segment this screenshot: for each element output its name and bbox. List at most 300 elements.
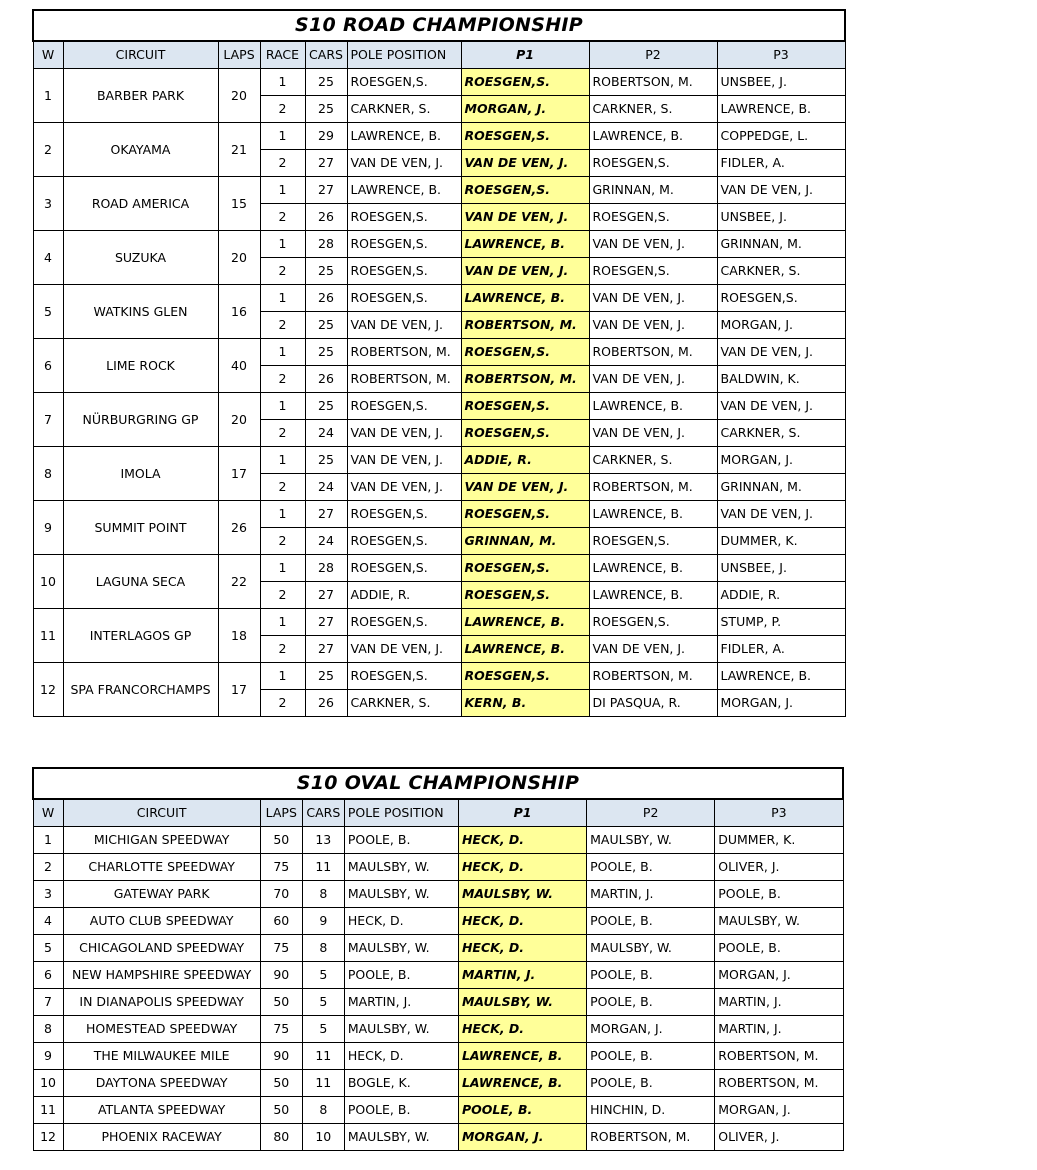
cars-cell: 13 xyxy=(302,827,344,854)
pole-cell: CARKNER, S. xyxy=(347,96,461,123)
laps-cell: 40 xyxy=(218,339,260,393)
pole-cell: ROESGEN,S. xyxy=(347,69,461,96)
p2-cell: CARKNER, S. xyxy=(589,447,717,474)
circuit-cell: LAGUNA SECA xyxy=(63,555,218,609)
p1-cell: HECK, D. xyxy=(458,935,586,962)
table-row xyxy=(33,555,845,582)
pole-cell: VAN DE VEN, J. xyxy=(347,312,461,339)
table-row xyxy=(33,285,845,312)
p3-cell: VAN DE VEN, J. xyxy=(717,339,845,366)
p3-cell: ROBERTSON, M. xyxy=(715,1070,843,1097)
laps-cell: 26 xyxy=(218,501,260,555)
table-row xyxy=(33,231,845,258)
p1-cell: ADDIE, R. xyxy=(461,447,589,474)
pole-cell: ROESGEN,S. xyxy=(347,501,461,528)
p1-cell: LAWRENCE, B. xyxy=(458,1070,586,1097)
cars-cell: 25 xyxy=(305,312,347,339)
circuit-cell: HOMESTEAD SPEEDWAY xyxy=(63,1016,260,1043)
laps-cell: 20 xyxy=(218,393,260,447)
p2-cell: LAWRENCE, B. xyxy=(589,393,717,420)
table-row xyxy=(33,69,845,96)
pole-cell: VAN DE VEN, J. xyxy=(347,447,461,474)
week-cell: 12 xyxy=(33,663,63,717)
cars-cell: 25 xyxy=(305,96,347,123)
cars-cell: 11 xyxy=(302,1043,344,1070)
p1-cell: VAN DE VEN, J. xyxy=(461,258,589,285)
p1-cell: VAN DE VEN, J. xyxy=(461,204,589,231)
pole-cell: ROESGEN,S. xyxy=(347,609,461,636)
p3-cell: UNSBEE, J. xyxy=(717,555,845,582)
p2-cell: LAWRENCE, B. xyxy=(589,582,717,609)
week-cell: 10 xyxy=(33,555,63,609)
cars-cell: 9 xyxy=(302,908,344,935)
circuit-cell: CHICAGOLAND SPEEDWAY xyxy=(63,935,260,962)
p3-cell: ADDIE, R. xyxy=(717,582,845,609)
p3-cell: MORGAN, J. xyxy=(717,447,845,474)
cars-cell: 26 xyxy=(305,285,347,312)
p1-cell: KERN, B. xyxy=(461,690,589,717)
pole-cell: MAULSBY, W. xyxy=(344,935,458,962)
circuit-cell: DAYTONA SPEEDWAY xyxy=(63,1070,260,1097)
p2-cell: GRINNAN, M. xyxy=(589,177,717,204)
header-p3: P3 xyxy=(717,41,845,69)
week-cell: 7 xyxy=(33,393,63,447)
cars-cell: 8 xyxy=(302,881,344,908)
pole-cell: ROESGEN,S. xyxy=(347,204,461,231)
laps-cell: 50 xyxy=(260,827,302,854)
p2-cell: MORGAN, J. xyxy=(587,1016,715,1043)
p2-cell: VAN DE VEN, J. xyxy=(589,636,717,663)
week-cell: 5 xyxy=(33,285,63,339)
cars-cell: 29 xyxy=(305,123,347,150)
p3-cell: UNSBEE, J. xyxy=(717,204,845,231)
p1-cell: VAN DE VEN, J. xyxy=(461,150,589,177)
pole-cell: MAULSBY, W. xyxy=(344,1016,458,1043)
header-w: W xyxy=(33,799,63,827)
cars-cell: 27 xyxy=(305,501,347,528)
p3-cell: UNSBEE, J. xyxy=(717,69,845,96)
p1-cell: ROBERTSON, M. xyxy=(461,366,589,393)
pole-cell: LAWRENCE, B. xyxy=(347,123,461,150)
pole-cell: CARKNER, S. xyxy=(347,690,461,717)
week-cell: 10 xyxy=(33,1070,63,1097)
p2-cell: ROBERTSON, M. xyxy=(589,474,717,501)
p2-cell: ROBERTSON, M. xyxy=(589,339,717,366)
cars-cell: 5 xyxy=(302,989,344,1016)
p3-cell: OLIVER, J. xyxy=(715,854,843,881)
cars-cell: 26 xyxy=(305,366,347,393)
week-cell: 5 xyxy=(33,935,63,962)
circuit-cell: WATKINS GLEN xyxy=(63,285,218,339)
pole-cell: ROBERTSON, M. xyxy=(347,339,461,366)
laps-cell: 20 xyxy=(218,231,260,285)
table-row xyxy=(33,908,843,935)
p3-cell: CARKNER, S. xyxy=(717,420,845,447)
header-race: RACE xyxy=(260,41,305,69)
table-row xyxy=(33,827,843,854)
race-cell: 2 xyxy=(260,474,305,501)
p1-cell: LAWRENCE, B. xyxy=(461,609,589,636)
p2-cell: ROBERTSON, M. xyxy=(589,69,717,96)
p3-cell: CARKNER, S. xyxy=(717,258,845,285)
table-row xyxy=(33,501,845,528)
p1-cell: MAULSBY, W. xyxy=(458,989,586,1016)
road-header-row xyxy=(33,41,845,69)
p3-cell: MAULSBY, W. xyxy=(715,908,843,935)
p2-cell: POOLE, B. xyxy=(587,854,715,881)
p2-cell: VAN DE VEN, J. xyxy=(589,420,717,447)
p1-cell: ROESGEN,S. xyxy=(461,69,589,96)
p1-cell: HECK, D. xyxy=(458,908,586,935)
p2-cell: MAULSBY, W. xyxy=(587,935,715,962)
pole-cell: ROESGEN,S. xyxy=(347,528,461,555)
p2-cell: HINCHIN, D. xyxy=(587,1097,715,1124)
week-cell: 3 xyxy=(33,881,63,908)
header-cars: CARS xyxy=(302,799,344,827)
table-row xyxy=(33,989,843,1016)
week-cell: 4 xyxy=(33,908,63,935)
cars-cell: 26 xyxy=(305,690,347,717)
p2-cell: LAWRENCE, B. xyxy=(589,555,717,582)
race-cell: 2 xyxy=(260,150,305,177)
laps-cell: 20 xyxy=(218,69,260,123)
p2-cell: ROESGEN,S. xyxy=(589,609,717,636)
laps-cell: 75 xyxy=(260,1016,302,1043)
p2-cell: MARTIN, J. xyxy=(587,881,715,908)
week-cell: 9 xyxy=(33,501,63,555)
circuit-cell: BARBER PARK xyxy=(63,69,218,123)
p1-cell: HECK, D. xyxy=(458,854,586,881)
laps-cell: 17 xyxy=(218,447,260,501)
laps-cell: 90 xyxy=(260,1043,302,1070)
cars-cell: 25 xyxy=(305,393,347,420)
p1-cell: ROESGEN,S. xyxy=(461,582,589,609)
p2-cell: POOLE, B. xyxy=(587,1070,715,1097)
table-row xyxy=(33,1043,843,1070)
pole-cell: MAULSBY, W. xyxy=(344,1124,458,1151)
p2-cell: CARKNER, S. xyxy=(589,96,717,123)
p3-cell: MARTIN, J. xyxy=(715,989,843,1016)
p2-cell: ROESGEN,S. xyxy=(589,204,717,231)
race-cell: 1 xyxy=(260,231,305,258)
p3-cell: VAN DE VEN, J. xyxy=(717,501,845,528)
week-cell: 12 xyxy=(33,1124,63,1151)
race-cell: 1 xyxy=(260,501,305,528)
race-cell: 1 xyxy=(260,663,305,690)
table-row xyxy=(33,854,843,881)
circuit-cell: THE MILWAUKEE MILE xyxy=(63,1043,260,1070)
p3-cell: MARTIN, J. xyxy=(715,1016,843,1043)
p2-cell: POOLE, B. xyxy=(587,989,715,1016)
p2-cell: LAWRENCE, B. xyxy=(589,123,717,150)
oval-header-row xyxy=(33,799,843,827)
circuit-cell: NÜRBURGRING GP xyxy=(63,393,218,447)
race-cell: 1 xyxy=(260,555,305,582)
pole-cell: ROBERTSON, M. xyxy=(347,366,461,393)
table-row xyxy=(33,663,845,690)
cars-cell: 8 xyxy=(302,935,344,962)
p1-cell: LAWRENCE, B. xyxy=(461,636,589,663)
race-cell: 1 xyxy=(260,609,305,636)
p1-cell: VAN DE VEN, J. xyxy=(461,474,589,501)
laps-cell: 15 xyxy=(218,177,260,231)
cars-cell: 27 xyxy=(305,582,347,609)
p2-cell: DI PASQUA, R. xyxy=(589,690,717,717)
p3-cell: ROBERTSON, M. xyxy=(715,1043,843,1070)
p1-cell: ROESGEN,S. xyxy=(461,555,589,582)
p1-cell: ROESGEN,S. xyxy=(461,393,589,420)
header-cars: CARS xyxy=(305,41,347,69)
p1-cell: ROESGEN,S. xyxy=(461,501,589,528)
header-p2: P2 xyxy=(587,799,715,827)
cars-cell: 27 xyxy=(305,177,347,204)
p1-cell: LAWRENCE, B. xyxy=(461,231,589,258)
race-cell: 1 xyxy=(260,177,305,204)
week-cell: 7 xyxy=(33,989,63,1016)
pole-cell: ADDIE, R. xyxy=(347,582,461,609)
circuit-cell: CHARLOTTE SPEEDWAY xyxy=(63,854,260,881)
table-row xyxy=(33,609,845,636)
header-circuit: CIRCUIT xyxy=(63,799,260,827)
circuit-cell: LIME ROCK xyxy=(63,339,218,393)
circuit-cell: IN DIANAPOLIS SPEEDWAY xyxy=(63,989,260,1016)
table-row xyxy=(33,447,845,474)
laps-cell: 75 xyxy=(260,935,302,962)
p3-cell: LAWRENCE, B. xyxy=(717,96,845,123)
table-row xyxy=(33,393,845,420)
week-cell: 2 xyxy=(33,854,63,881)
p3-cell: MORGAN, J. xyxy=(715,962,843,989)
week-cell: 11 xyxy=(33,1097,63,1124)
week-cell: 1 xyxy=(33,69,63,123)
laps-cell: 70 xyxy=(260,881,302,908)
week-cell: 9 xyxy=(33,1043,63,1070)
race-cell: 1 xyxy=(260,285,305,312)
pole-cell: ROESGEN,S. xyxy=(347,663,461,690)
race-cell: 2 xyxy=(260,258,305,285)
p2-cell: ROESGEN,S. xyxy=(589,528,717,555)
circuit-cell: OKAYAMA xyxy=(63,123,218,177)
p3-cell: COPPEDGE, L. xyxy=(717,123,845,150)
p3-cell: STUMP, P. xyxy=(717,609,845,636)
week-cell: 6 xyxy=(33,962,63,989)
laps-cell: 17 xyxy=(218,663,260,717)
laps-cell: 50 xyxy=(260,989,302,1016)
p3-cell: DUMMER, K. xyxy=(715,827,843,854)
cars-cell: 11 xyxy=(302,854,344,881)
pole-cell: POOLE, B. xyxy=(344,1097,458,1124)
p1-cell: ROESGEN,S. xyxy=(461,123,589,150)
race-cell: 1 xyxy=(260,339,305,366)
circuit-cell: NEW HAMPSHIRE SPEEDWAY xyxy=(63,962,260,989)
table-row xyxy=(33,935,843,962)
p2-cell: MAULSBY, W. xyxy=(587,827,715,854)
race-cell: 2 xyxy=(260,96,305,123)
p3-cell: OLIVER, J. xyxy=(715,1124,843,1151)
p2-cell: ROBERTSON, M. xyxy=(589,663,717,690)
week-cell: 11 xyxy=(33,609,63,663)
p1-cell: ROESGEN,S. xyxy=(461,177,589,204)
p2-cell: VAN DE VEN, J. xyxy=(589,285,717,312)
pole-cell: ROESGEN,S. xyxy=(347,285,461,312)
table-row xyxy=(33,1016,843,1043)
cars-cell: 28 xyxy=(305,555,347,582)
race-cell: 2 xyxy=(260,636,305,663)
header-p1: P1 xyxy=(458,799,586,827)
p2-cell: POOLE, B. xyxy=(587,962,715,989)
header-w: W xyxy=(33,41,63,69)
p3-cell: ROESGEN,S. xyxy=(717,285,845,312)
circuit-cell: PHOENIX RACEWAY xyxy=(63,1124,260,1151)
table-row xyxy=(33,1124,843,1151)
road-table-body xyxy=(33,69,845,717)
p1-cell: ROESGEN,S. xyxy=(461,339,589,366)
p2-cell: VAN DE VEN, J. xyxy=(589,366,717,393)
pole-cell: VAN DE VEN, J. xyxy=(347,150,461,177)
race-cell: 1 xyxy=(260,447,305,474)
race-cell: 2 xyxy=(260,366,305,393)
race-cell: 2 xyxy=(260,312,305,339)
road-championship-table xyxy=(32,9,846,717)
cars-cell: 28 xyxy=(305,231,347,258)
p3-cell: MORGAN, J. xyxy=(717,312,845,339)
week-cell: 6 xyxy=(33,339,63,393)
pole-cell: HECK, D. xyxy=(344,908,458,935)
pole-cell: MAULSBY, W. xyxy=(344,854,458,881)
week-cell: 4 xyxy=(33,231,63,285)
race-cell: 2 xyxy=(260,204,305,231)
pole-cell: MARTIN, J. xyxy=(344,989,458,1016)
pole-cell: LAWRENCE, B. xyxy=(347,177,461,204)
race-cell: 2 xyxy=(260,420,305,447)
cars-cell: 25 xyxy=(305,69,347,96)
circuit-cell: AUTO CLUB SPEEDWAY xyxy=(63,908,260,935)
week-cell: 1 xyxy=(33,827,63,854)
p3-cell: GRINNAN, M. xyxy=(717,231,845,258)
header-p1: P1 xyxy=(461,41,589,69)
pole-cell: BOGLE, K. xyxy=(344,1070,458,1097)
p1-cell: ROESGEN,S. xyxy=(461,420,589,447)
race-cell: 1 xyxy=(260,69,305,96)
pole-cell: ROESGEN,S. xyxy=(347,555,461,582)
p1-cell: ROBERTSON, M. xyxy=(461,312,589,339)
p1-cell: LAWRENCE, B. xyxy=(461,285,589,312)
p2-cell: ROESGEN,S. xyxy=(589,258,717,285)
header-pole: POLE POSITION xyxy=(344,799,458,827)
pole-cell: MAULSBY, W. xyxy=(344,881,458,908)
cars-cell: 25 xyxy=(305,663,347,690)
header-laps: LAPS xyxy=(218,41,260,69)
circuit-cell: ROAD AMERICA xyxy=(63,177,218,231)
header-p2: P2 xyxy=(589,41,717,69)
pole-cell: VAN DE VEN, J. xyxy=(347,420,461,447)
race-cell: 2 xyxy=(260,528,305,555)
oval-championship-table xyxy=(32,767,844,1151)
p3-cell: VAN DE VEN, J. xyxy=(717,177,845,204)
cars-cell: 24 xyxy=(305,528,347,555)
laps-cell: 50 xyxy=(260,1097,302,1124)
p3-cell: BALDWIN, K. xyxy=(717,366,845,393)
week-cell: 2 xyxy=(33,123,63,177)
cars-cell: 24 xyxy=(305,420,347,447)
p2-cell: ROBERTSON, M. xyxy=(587,1124,715,1151)
laps-cell: 50 xyxy=(260,1070,302,1097)
laps-cell: 22 xyxy=(218,555,260,609)
race-cell: 1 xyxy=(260,393,305,420)
header-p3: P3 xyxy=(715,799,843,827)
oval-table-body xyxy=(33,827,843,1151)
table-row xyxy=(33,1097,843,1124)
cars-cell: 25 xyxy=(305,339,347,366)
circuit-cell: ATLANTA SPEEDWAY xyxy=(63,1097,260,1124)
p1-cell: HECK, D. xyxy=(458,1016,586,1043)
p1-cell: GRINNAN, M. xyxy=(461,528,589,555)
header-pole: POLE POSITION xyxy=(347,41,461,69)
p2-cell: ROESGEN,S. xyxy=(589,150,717,177)
header-laps: LAPS xyxy=(260,799,302,827)
p2-cell: LAWRENCE, B. xyxy=(589,501,717,528)
cars-cell: 5 xyxy=(302,1016,344,1043)
p3-cell: FIDLER, A. xyxy=(717,636,845,663)
laps-cell: 60 xyxy=(260,908,302,935)
pole-cell: VAN DE VEN, J. xyxy=(347,474,461,501)
cars-cell: 27 xyxy=(305,609,347,636)
p1-cell: MORGAN, J. xyxy=(461,96,589,123)
p3-cell: GRINNAN, M. xyxy=(717,474,845,501)
circuit-cell: SUZUKA xyxy=(63,231,218,285)
cars-cell: 5 xyxy=(302,962,344,989)
laps-cell: 21 xyxy=(218,123,260,177)
p3-cell: VAN DE VEN, J. xyxy=(717,393,845,420)
laps-cell: 75 xyxy=(260,854,302,881)
week-cell: 3 xyxy=(33,177,63,231)
p3-cell: LAWRENCE, B. xyxy=(717,663,845,690)
cars-cell: 10 xyxy=(302,1124,344,1151)
p1-cell: ROESGEN,S. xyxy=(461,663,589,690)
pole-cell: VAN DE VEN, J. xyxy=(347,636,461,663)
p1-cell: HECK, D. xyxy=(458,827,586,854)
p3-cell: FIDLER, A. xyxy=(717,150,845,177)
table-row xyxy=(33,1070,843,1097)
laps-cell: 16 xyxy=(218,285,260,339)
circuit-cell: SUMMIT POINT xyxy=(63,501,218,555)
race-cell: 2 xyxy=(260,582,305,609)
race-cell: 1 xyxy=(260,123,305,150)
p3-cell: MORGAN, J. xyxy=(717,690,845,717)
p3-cell: POOLE, B. xyxy=(715,881,843,908)
cars-cell: 25 xyxy=(305,258,347,285)
pole-cell: ROESGEN,S. xyxy=(347,393,461,420)
circuit-cell: GATEWAY PARK xyxy=(63,881,260,908)
cars-cell: 27 xyxy=(305,636,347,663)
table-row xyxy=(33,177,845,204)
p2-cell: VAN DE VEN, J. xyxy=(589,312,717,339)
p1-cell: LAWRENCE, B. xyxy=(458,1043,586,1070)
p1-cell: MAULSBY, W. xyxy=(458,881,586,908)
cars-cell: 11 xyxy=(302,1070,344,1097)
road-title: S10 ROAD CHAMPIONSHIP xyxy=(33,10,845,41)
circuit-cell: INTERLAGOS GP xyxy=(63,609,218,663)
p3-cell: MORGAN, J. xyxy=(715,1097,843,1124)
cars-cell: 8 xyxy=(302,1097,344,1124)
cars-cell: 26 xyxy=(305,204,347,231)
pole-cell: ROESGEN,S. xyxy=(347,258,461,285)
p3-cell: POOLE, B. xyxy=(715,935,843,962)
circuit-cell: MICHIGAN SPEEDWAY xyxy=(63,827,260,854)
p1-cell: MORGAN, J. xyxy=(458,1124,586,1151)
table-row xyxy=(33,339,845,366)
cars-cell: 25 xyxy=(305,447,347,474)
